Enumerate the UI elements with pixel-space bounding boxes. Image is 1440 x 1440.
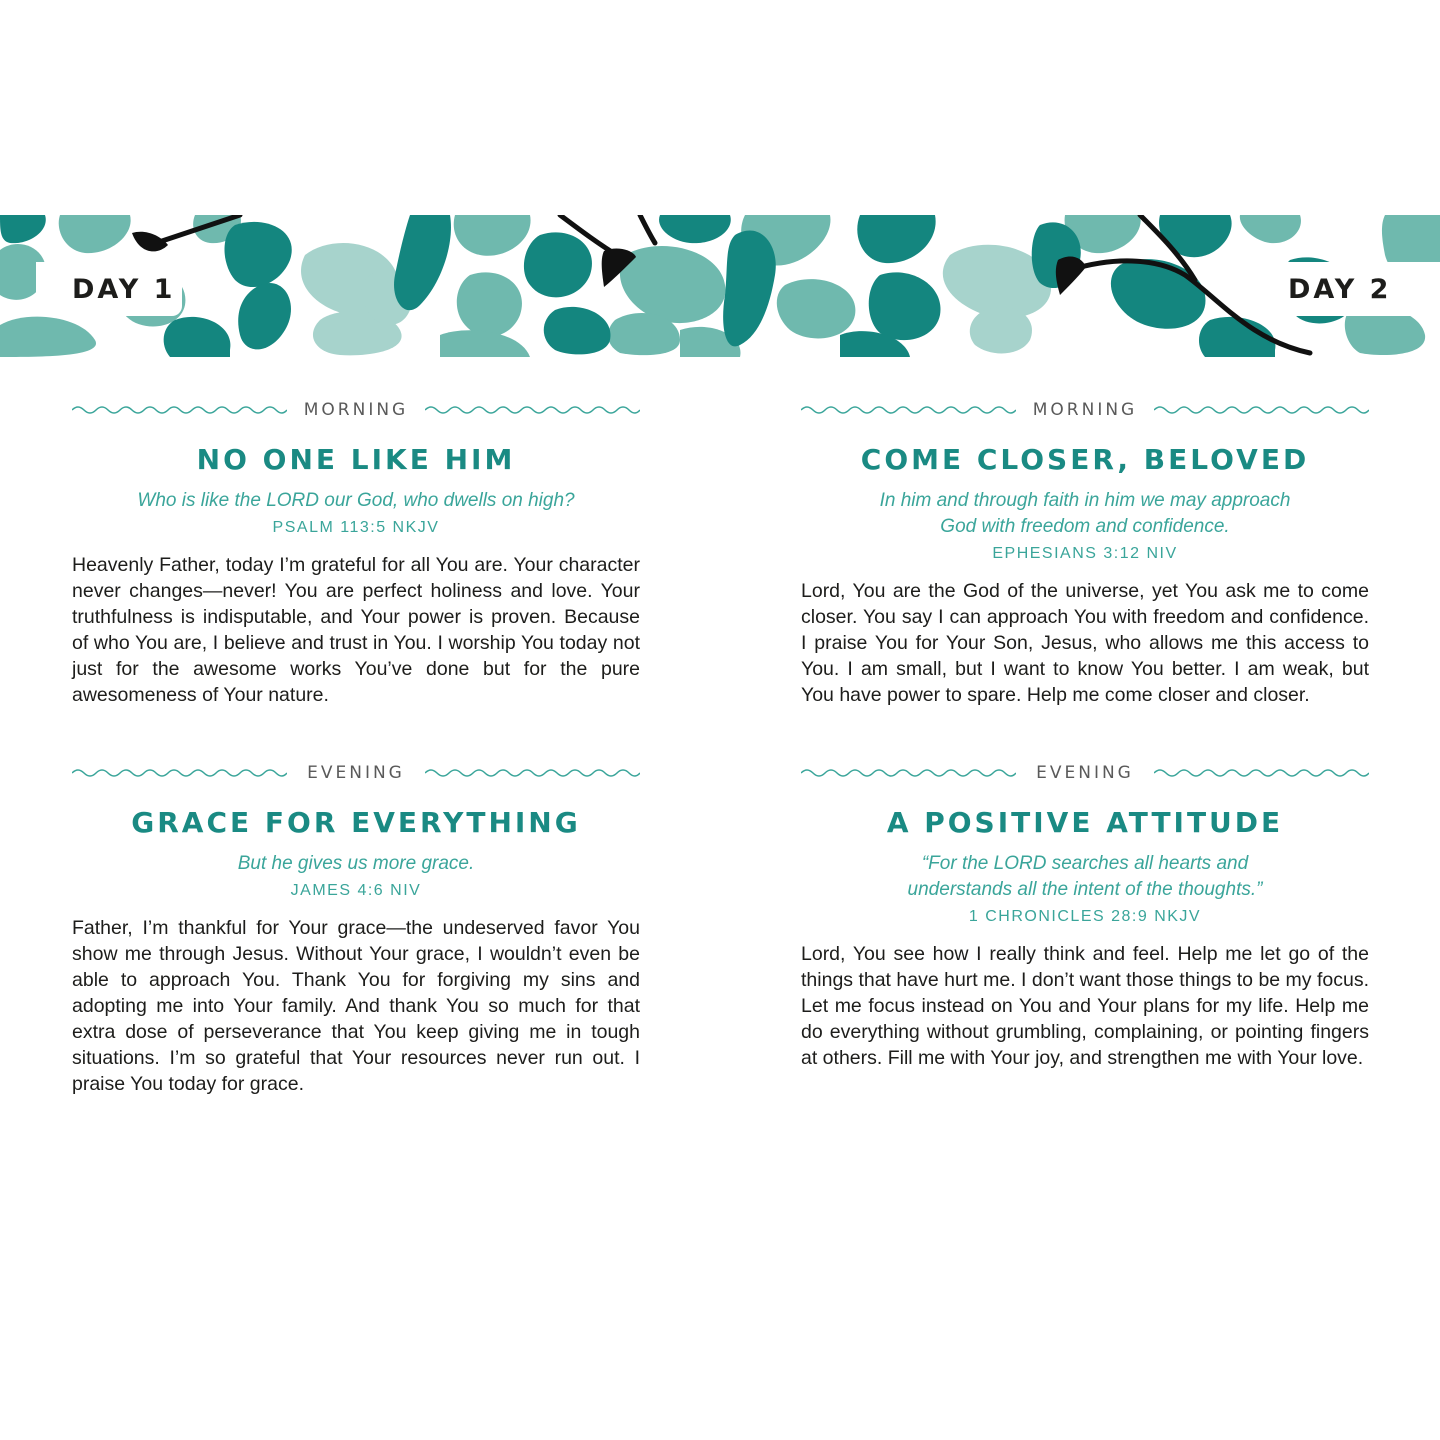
- day-1-label: DAY 1: [36, 262, 182, 316]
- wave-ornament-icon: [801, 404, 1016, 416]
- wave-ornament-icon: [1154, 767, 1369, 779]
- scripture-verse: But he gives us more grace.: [237, 853, 475, 874]
- devotion-title: GRACE FOR EVERYTHING: [131, 806, 581, 839]
- devotion-title: NO ONE LIKE HIM: [196, 443, 516, 476]
- scripture-verse: Who is like the LORD our God, who dwells on high?: [137, 490, 575, 511]
- prayer-text: Father, I’m thankful for Your grace—the undeserved favor You show me through Jesus. Without Your grace, I wouldn’t even be able to approach You. Thank You for forgiving my sins and adopting me into Your family. And thank You so much for that extra dose of perseverance that You keep giving me in tough situations. I’m so grateful that Your resources never run out. I praise You today for grace.: [72, 917, 640, 1095]
- prayer-text: Heavenly Father, today I’m grateful for all You are. Your character never changes—never! You are perfect holiness and love. Your truthfulness is indisputable, and Your power is proven. Because of who You are, I believe and trust in You. I worship You today not just for the awesome works You’ve done but for the pure awesomeness of Your nature.: [72, 554, 640, 706]
- scripture-verse: [801, 851, 1369, 903]
- wave-ornament-icon: [801, 767, 1016, 779]
- day-1-morning-section: [72, 398, 640, 708]
- scripture-verse: [801, 488, 1369, 540]
- verse-line: “For the LORD searches all hearts and: [921, 853, 1249, 874]
- verse-line: understands all the intent of the thoughts.”: [907, 879, 1263, 900]
- section-label: MORNING: [290, 400, 422, 420]
- devotion-title: A POSITIVE ATTITUDE: [886, 806, 1284, 839]
- leaf-banner: [0, 215, 1440, 357]
- day-2-label: DAY 2: [1252, 262, 1440, 316]
- section-divider: [801, 398, 1369, 422]
- scripture-reference: EPHESIANS 3:12 NIV: [992, 545, 1178, 562]
- scripture-reference: JAMES 4:6 NIV: [290, 882, 422, 899]
- scripture-reference: 1 CHRONICLES 28:9 NKJV: [968, 908, 1202, 925]
- section-label: MORNING: [1019, 400, 1151, 420]
- section-label: EVENING: [1022, 763, 1148, 783]
- section-divider: [801, 761, 1369, 785]
- wave-ornament-icon: [425, 404, 640, 416]
- scripture-reference: PSALM 113:5 NKJV: [272, 519, 440, 536]
- prayer-text: Lord, You are the God of the universe, yet You ask me to come closer. You say I can approach You with freedom and confidence. I praise You for Your Son, Jesus, who allows me this access to You. I am small, but I want to know You better. I am weak, but You have power to spare. Help me come closer and closer.: [801, 580, 1369, 706]
- prayer-text: Lord, You see how I really think and feel. Help me let go of the things that have hurt me. I don’t want those things to be my focus. Let me focus instead on You and Your plans for my life. Help me do everything without grumbling, complaining, or pointing fingers at others. Fill me with Your joy, and strengthen me with Your love.: [801, 943, 1369, 1069]
- section-divider: [72, 398, 640, 422]
- day-1-evening-section: [72, 761, 640, 1097]
- wave-ornament-icon: [72, 404, 287, 416]
- wave-ornament-icon: [1154, 404, 1369, 416]
- day-2-evening-section: [801, 761, 1369, 1071]
- wave-ornament-icon: [72, 767, 287, 779]
- leaf-pattern-illustration: [0, 215, 1440, 357]
- verse-line: God with freedom and confidence.: [940, 516, 1230, 537]
- day-2-morning-section: [801, 398, 1369, 708]
- wave-ornament-icon: [425, 767, 640, 779]
- verse-line: In him and through faith in him we may approach: [879, 490, 1291, 511]
- section-label: EVENING: [293, 763, 419, 783]
- devotion-title: COME CLOSER, BELOVED: [860, 443, 1310, 476]
- section-divider: [72, 761, 640, 785]
